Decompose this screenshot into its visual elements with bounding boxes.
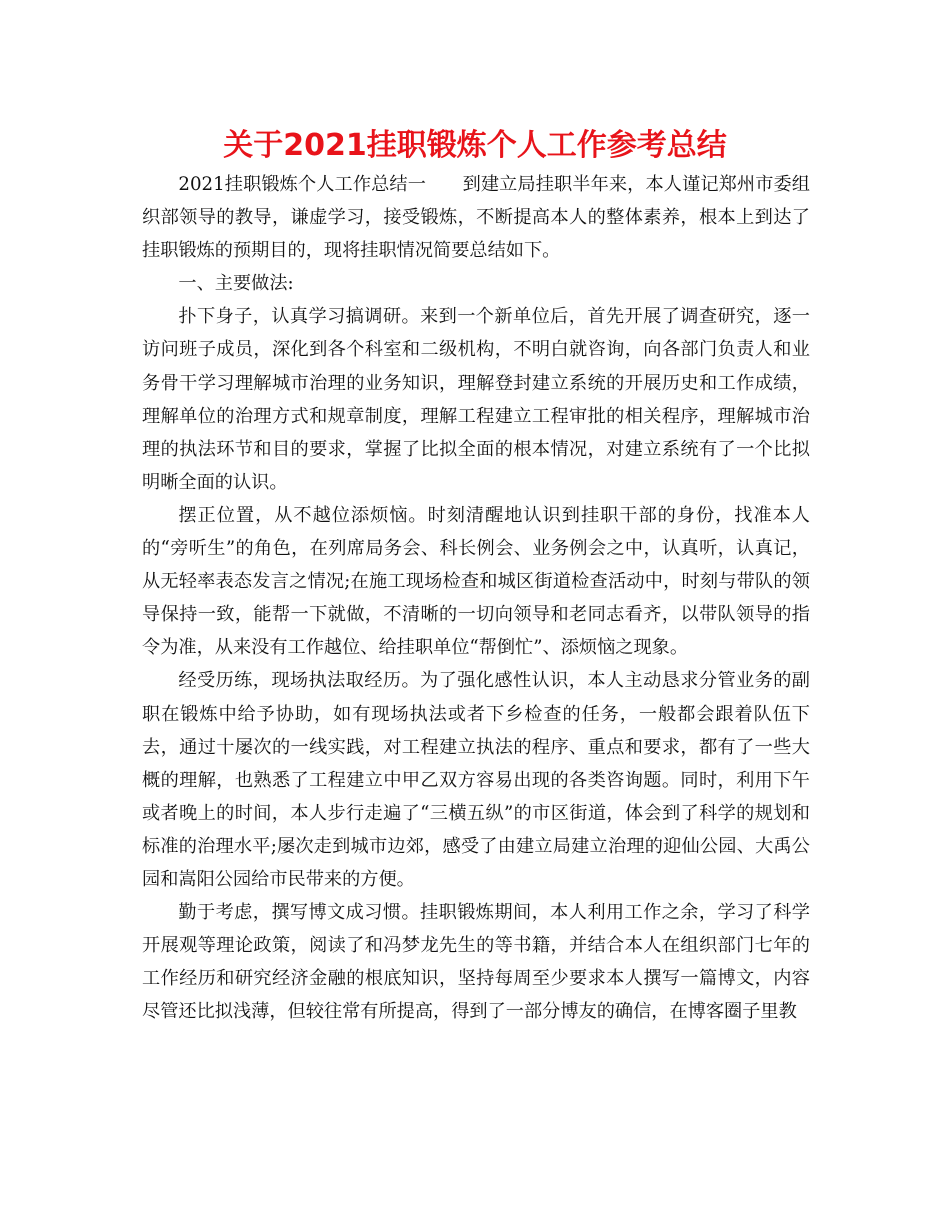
paragraph-field-experience: 经受历练，现场执法取经历。为了强化感性认识，本人主动恳求分管业务的副职在锻炼中给予协助，如有现场执法或者下乡检查的任务，一般都会跟着队伍下去，通过十屡次的一线实践，对工程建立执法的程序、重点和要求，都有了一些大概的理解，也熟悉了工程建立中甲乙双方容易出现的各类咨询题。同时，利用下午或者晚上的时间，本人步行走遍了“三横五纵”的市区街道，体会到了科学的规划和标准的治理水平;屡次走到城市边郊，感受了由建立局建立治理的迎仙公园、大禹公园和嵩阳公园给市民带来的方便。 <box>142 670 810 890</box>
paragraph-position: 摆正位置，从不越位添烦恼。时刻清醒地认识到挂职干部的身份，找准本人的“旁听生”的角色，在列席局务会、科长例会、业务例会之中，认真听，认真记，从无轻率表态发言之情况;在施工现场检查和城区街道检查活动中，时刻与带队的领导保持一致，能帮一下就做，不清晰的一切向领导和老同志看齐，以带队领导的指令为准，从来没有工作越位、给挂职单位“帮倒忙”、添烦恼之现象。 <box>142 504 810 659</box>
paragraph-section-heading: 一、主要做法: <box>178 273 294 295</box>
document-body <box>142 168 810 1028</box>
document-title: 关于2021挂职锻炼个人工作参考总结 <box>223 128 727 163</box>
paragraph-reflection-blog: 勤于考虑，撰写博文成习惯。挂职锻炼期间，本人利用工作之余，学习了科学开展观等理论政策，阅读了和冯梦龙先生的等书籍，并结合本人在组织部门七年的工作经历和研究经济金融的根底知识，坚持每周至少要求本人撰写一篇博文，内容尽管还比拟浅薄，但较往常有所提高，得到了一部分博友的确信，在博客圈子里教 <box>142 902 810 1023</box>
paragraph-study-research: 扑下身子，认真学习搞调研。来到一个新单位后，首先开展了调查研究，逐一访问班子成员，深化到各个科室和二级机构，不明白就咨询，向各部门负责人和业务骨干学习理解城市治理的业务知识，理解登封建立系统的开展历史和工作成绩，理解单位的治理方式和规章制度，理解工程建立工程审批的相关程序，理解城市治理的执法环节和目的要求，掌握了比拟全面的根本情况，对建立系统有了一个比拟明晰全面的认识。 <box>142 306 810 493</box>
paragraph-intro: 2021挂职锻炼个人工作总结一 到建立局挂职半年来，本人谨记郑州市委组织部领导的教导，谦虚学习，接受锻炼，不断提高本人的整体素养，根本上到达了挂职锻炼的预期目的，现将挂职情况简要总结如下。 <box>142 174 810 262</box>
